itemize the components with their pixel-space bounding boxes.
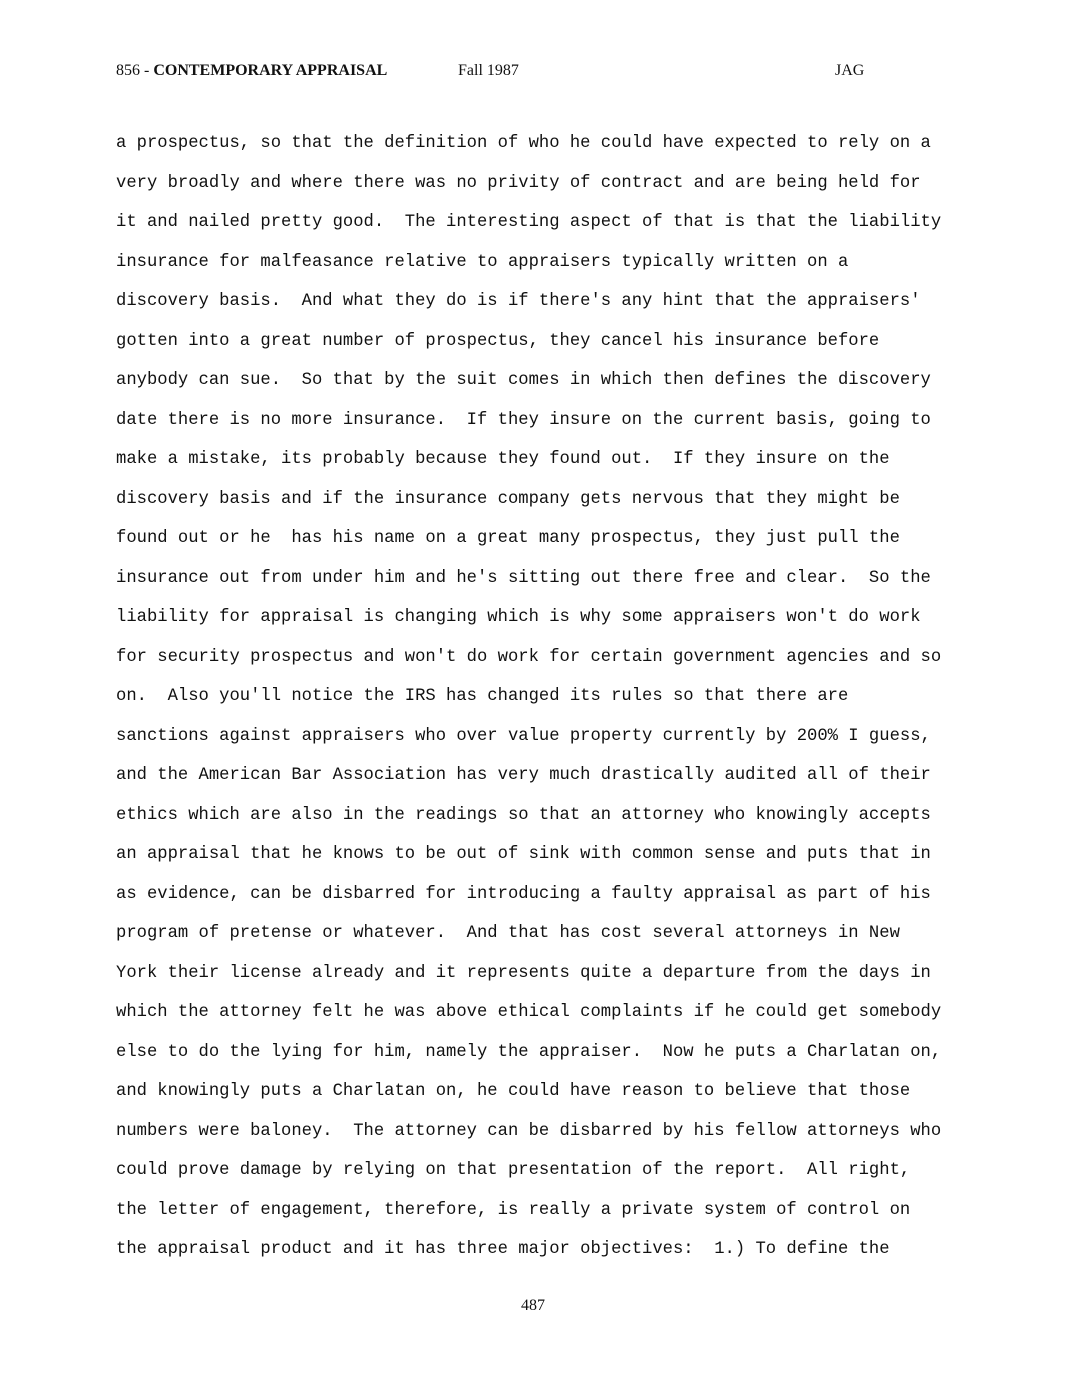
text-line: which the attorney felt he was above ethical complaints if he could get somebody	[116, 1003, 942, 1022]
text-line: ethics which are also in the readings so that an attorney who knowingly accepts	[116, 805, 931, 825]
text-line: discovery basis and if the insurance company gets nervous that they might be	[116, 489, 900, 509]
course-term: Fall 1987	[458, 62, 519, 79]
text-line: make a mistake, its probably because they found out. If they insure on the	[116, 450, 890, 469]
text-line: else to do the lying for him, namely the appraiser. Now he puts a Charlatan on,	[116, 1042, 942, 1062]
text-line: York their license already and it represents quite a departure from the days in	[116, 963, 931, 983]
text-line: insurance for malfeasance relative to appraisers typically written on a	[116, 252, 849, 272]
text-line: it and nailed pretty good. The interesting aspect of that is that the liability	[116, 213, 942, 232]
text-line: found out or he has his name on a great many prospectus, they just pull the	[116, 529, 900, 548]
text-line: program of pretense or whatever. And that has cost several attorneys in New	[116, 924, 900, 943]
text-line: for security prospectus and won't do work for certain government agencies and so	[116, 647, 942, 667]
text-line: could prove damage by relying on that presentation of the report. All right,	[116, 1161, 911, 1180]
text-line: anybody can sue. So that by the suit comes in which then defines the discovery	[116, 371, 931, 390]
text-line: date there is no more insurance. If they insure on the current basis, going to	[116, 410, 931, 430]
course-title: CONTEMPORARY APPRAISAL	[153, 62, 388, 79]
author-initials: JAG	[835, 62, 865, 79]
transcript-body	[116, 124, 956, 1270]
course-number: 856 -	[116, 62, 154, 79]
text-line: the appraisal product and it has three major objectives: 1.) To define the	[116, 1240, 890, 1259]
text-line: a prospectus, so that the definition of who he could have expected to rely on a	[116, 134, 931, 153]
text-line: the letter of engagement, therefore, is really a private system of control on	[116, 1200, 911, 1220]
text-line: liability for appraisal is changing which is why some appraisers won't do work	[116, 608, 921, 627]
course-heading	[116, 62, 387, 80]
text-line: gotten into a great number of prospectus, they cancel his insurance before	[116, 331, 880, 351]
text-line: sanctions against appraisers who over value property currently by 200% I guess,	[116, 726, 931, 746]
text-line: and the American Bar Association has very much drastically audited all of their	[116, 766, 931, 785]
text-line: and knowingly puts a Charlatan on, he could have reason to believe that those	[116, 1082, 911, 1101]
text-line: insurance out from under him and he's sitting out there free and clear. So the	[116, 568, 931, 588]
text-line: numbers were baloney. The attorney can be disbarred by his fellow attorneys who	[116, 1121, 942, 1141]
page-header	[116, 62, 876, 84]
text-line: very broadly and where there was no privity of contract and are being held for	[116, 173, 921, 193]
text-line: an appraisal that he knows to be out of sink with common sense and puts that in	[116, 845, 931, 864]
text-line: on. Also you'll notice the IRS has changed its rules so that there are	[116, 687, 849, 706]
page-number: 487	[521, 1297, 545, 1314]
text-line: as evidence, can be disbarred for introducing a faulty appraisal as part of his	[116, 884, 931, 904]
text-line: discovery basis. And what they do is if there's any hint that the appraisers'	[116, 292, 921, 311]
